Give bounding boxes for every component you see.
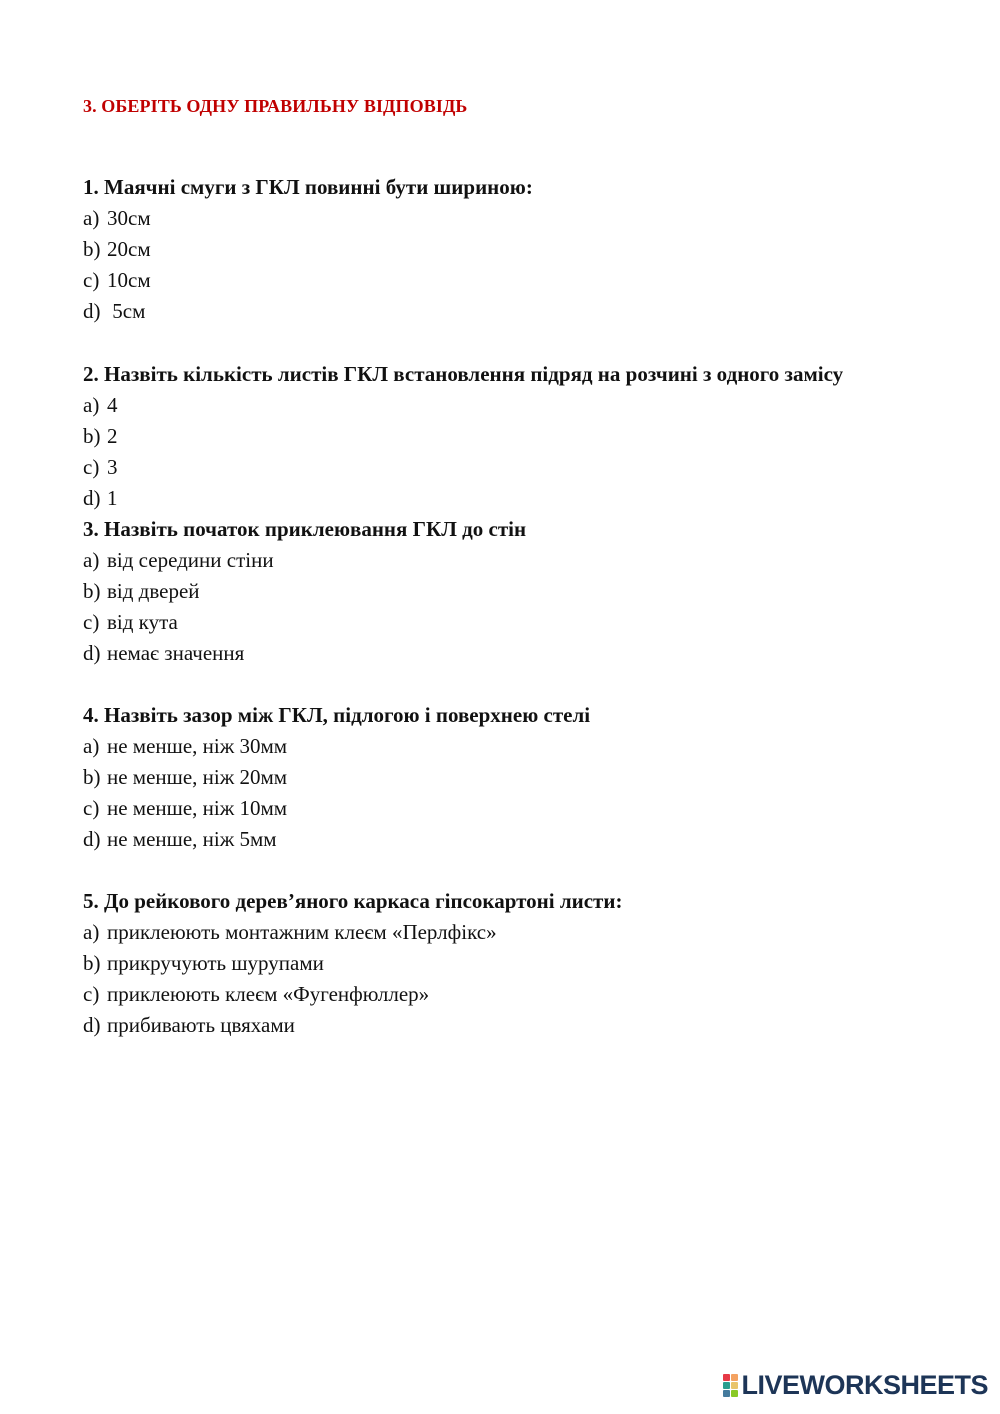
option-text: немає значення bbox=[107, 641, 245, 665]
option-letter: d) bbox=[83, 1013, 101, 1037]
page-heading: 3. ОБЕРІТЬ ОДНУ ПРАВИЛЬНУ ВІДПОВІДЬ bbox=[83, 96, 468, 116]
answer-option[interactable] bbox=[83, 638, 526, 669]
question-title: 1. Маячні смуги з ГКЛ повинні бути шириною: bbox=[83, 175, 533, 199]
question-5 bbox=[83, 886, 622, 1041]
option-text: прикручують шурупами bbox=[107, 951, 324, 975]
option-letter: a) bbox=[83, 734, 100, 758]
question-2 bbox=[83, 359, 843, 514]
option-letter: d) bbox=[83, 827, 101, 851]
answer-option[interactable] bbox=[83, 234, 533, 265]
option-letter: c) bbox=[83, 610, 100, 634]
option-text: 2 bbox=[107, 424, 118, 448]
option-letter: b) bbox=[83, 951, 101, 975]
answer-option[interactable] bbox=[83, 731, 590, 762]
option-text: 1 bbox=[107, 486, 118, 510]
option-letter: a) bbox=[83, 393, 100, 417]
answer-option[interactable] bbox=[83, 607, 526, 638]
option-letter: b) bbox=[83, 424, 101, 448]
option-text: приклеюють монтажним клеєм «Перлфікс» bbox=[107, 920, 497, 944]
option-letter: a) bbox=[83, 548, 100, 572]
answer-option[interactable] bbox=[83, 203, 533, 234]
answer-option[interactable] bbox=[83, 762, 590, 793]
option-letter: d) bbox=[83, 486, 101, 510]
question-4 bbox=[83, 700, 590, 855]
option-letter: a) bbox=[83, 206, 100, 230]
option-text: не менше, ніж 20мм bbox=[107, 765, 288, 789]
option-text: не менше, ніж 30мм bbox=[107, 734, 288, 758]
question-title: 5. До рейкового дерев’яного каркаса гіпсокартоні листи: bbox=[83, 889, 623, 913]
question-1 bbox=[83, 172, 533, 327]
question-title: 4. Назвіть зазор між ГКЛ, підлогою і поверхнею стелі bbox=[83, 703, 591, 727]
option-letter: d) bbox=[83, 299, 101, 323]
option-text: не менше, ніж 10мм bbox=[107, 796, 288, 820]
option-letter: b) bbox=[83, 765, 101, 789]
option-text: 4 bbox=[107, 393, 118, 417]
answer-option[interactable] bbox=[83, 421, 843, 452]
option-text: 10см bbox=[107, 268, 151, 292]
option-letter: b) bbox=[83, 579, 101, 603]
answer-option[interactable] bbox=[83, 824, 590, 855]
option-text: від середини стіни bbox=[107, 548, 274, 572]
answer-option[interactable] bbox=[83, 1010, 622, 1041]
answer-option[interactable] bbox=[83, 576, 526, 607]
option-text: прибивають цвяхами bbox=[107, 1013, 295, 1037]
liveworksheets-logo-icon bbox=[723, 1374, 738, 1397]
option-text: від дверей bbox=[107, 579, 200, 603]
question-title: 2. Назвіть кількість листів ГКЛ встановлення підряд на розчині з одного замісу bbox=[83, 362, 844, 386]
answer-option[interactable] bbox=[83, 483, 843, 514]
logo-text: LIVEWORKSHEETS bbox=[741, 1369, 988, 1400]
answer-option[interactable] bbox=[83, 265, 533, 296]
answer-option[interactable] bbox=[83, 793, 590, 824]
option-text: 3 bbox=[107, 455, 118, 479]
option-letter: c) bbox=[83, 796, 100, 820]
question-title: 3. Назвіть початок приклеювання ГКЛ до стін bbox=[83, 517, 527, 541]
option-letter: c) bbox=[83, 455, 100, 479]
option-text: приклеюють клеєм «Фугенфюллер» bbox=[107, 982, 430, 1006]
option-letter: c) bbox=[83, 982, 100, 1006]
option-text: від кута bbox=[107, 610, 178, 634]
option-letter: a) bbox=[83, 920, 100, 944]
option-letter: b) bbox=[83, 237, 101, 261]
option-text: 5см bbox=[107, 299, 146, 323]
answer-option[interactable] bbox=[83, 452, 843, 483]
answer-option[interactable] bbox=[83, 917, 622, 948]
option-text: 20см bbox=[107, 237, 151, 261]
liveworksheets-logo[interactable] bbox=[723, 1370, 988, 1400]
option-text: 30см bbox=[107, 206, 151, 230]
option-letter: d) bbox=[83, 641, 101, 665]
answer-option[interactable] bbox=[83, 296, 533, 327]
answer-option[interactable] bbox=[83, 545, 526, 576]
answer-option[interactable] bbox=[83, 948, 622, 979]
question-3 bbox=[83, 514, 526, 669]
answer-option[interactable] bbox=[83, 979, 622, 1010]
option-letter: c) bbox=[83, 268, 100, 292]
option-text: не менше, ніж 5мм bbox=[107, 827, 277, 851]
answer-option[interactable] bbox=[83, 390, 843, 421]
